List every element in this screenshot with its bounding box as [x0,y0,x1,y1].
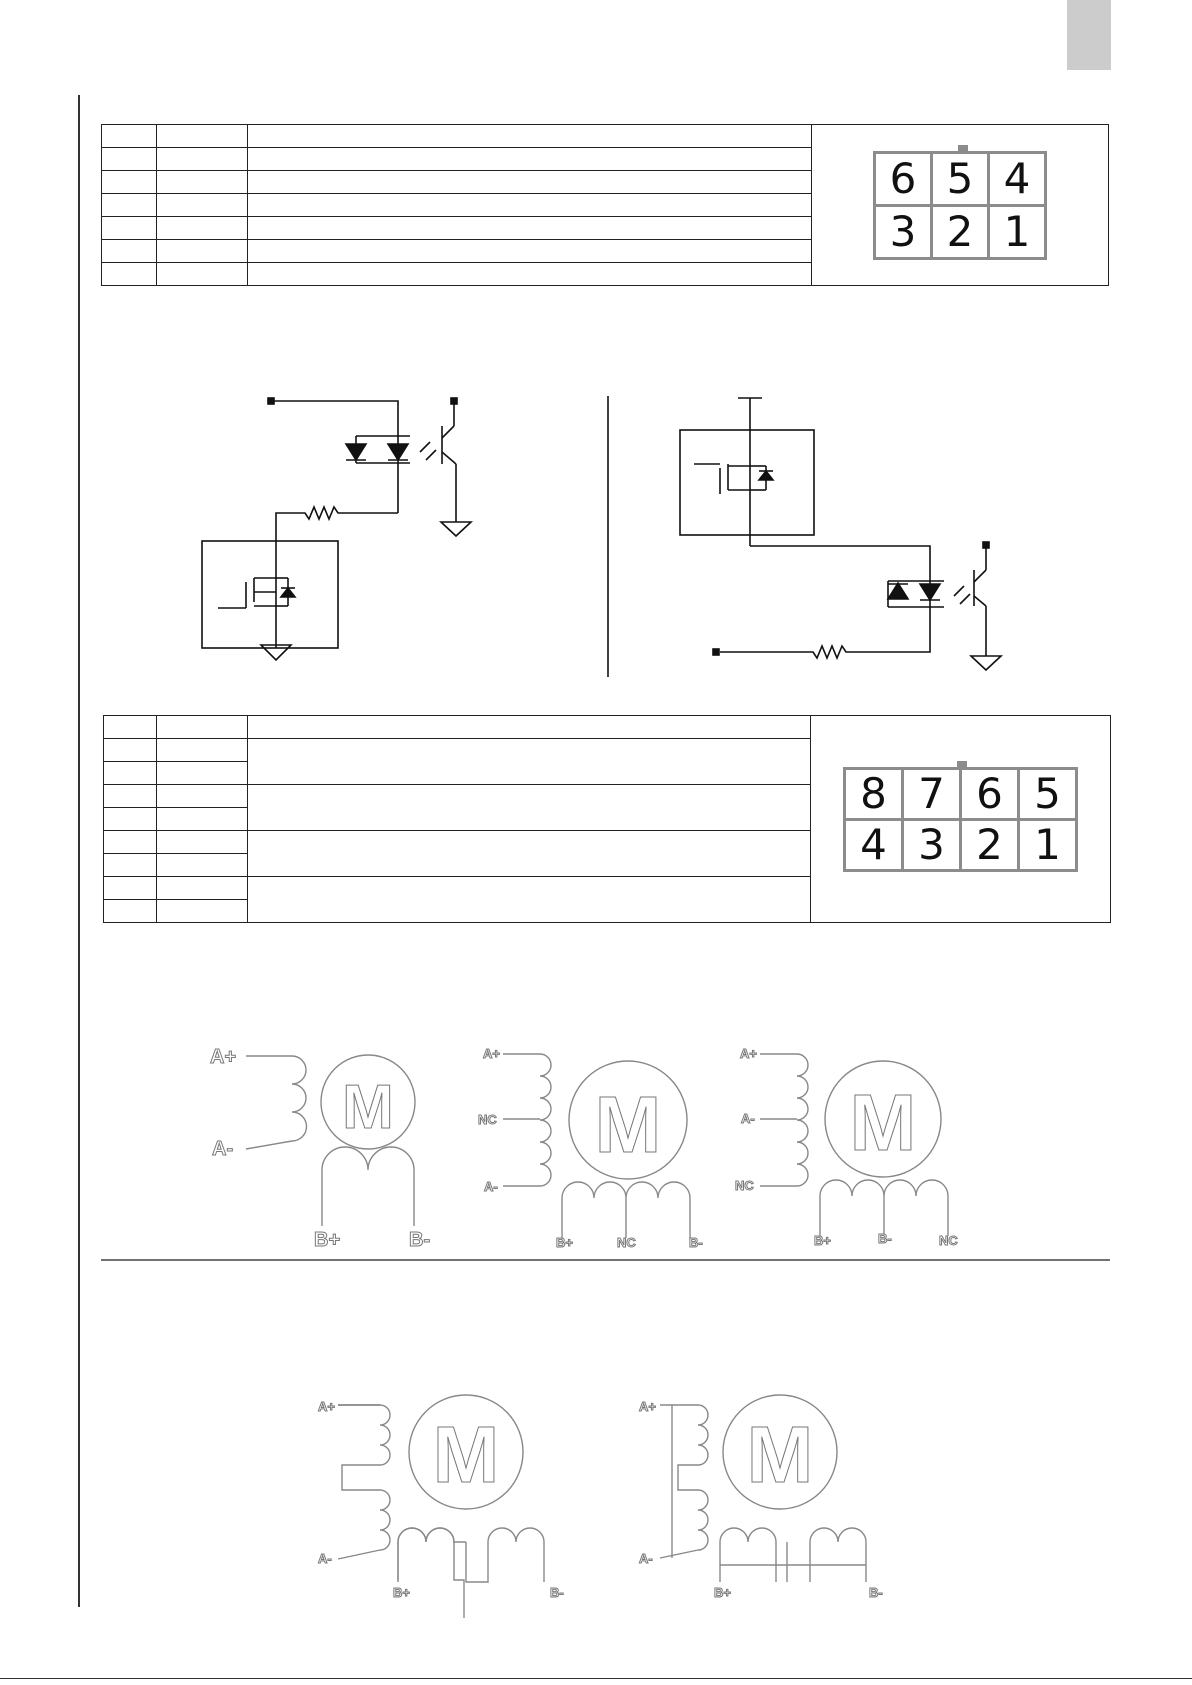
label-a-minus: A- [741,1111,755,1126]
label-b-plus: B+ [714,1585,731,1600]
label-b-minus: B- [409,1229,431,1251]
motor-pin-table [103,715,1111,923]
wiring-8-lead-series [318,1395,564,1618]
connector-pin: 3 [904,821,959,869]
led-icon [920,584,940,600]
connector-cell [811,716,1111,923]
driver-box [202,541,338,648]
label-a-plus: A+ [318,1399,335,1414]
wire [720,546,930,658]
connector-pin: 5 [933,154,987,204]
label-b-minus: B- [689,1235,703,1250]
connector-pin: 1 [1020,821,1075,869]
label-b-minus: B- [550,1585,564,1600]
connector-pin: 2 [933,207,987,257]
connector-pin: 4 [846,821,901,869]
wiring-6-lead-end [735,1046,958,1248]
wiring-6-lead-center [478,1046,703,1250]
label-a-plus: A+ [210,1046,237,1068]
connector-key [957,761,967,767]
label-a-plus: A+ [483,1046,500,1061]
connector-pin: 2 [962,821,1017,869]
led-icon [346,444,366,460]
label-a-minus: A- [484,1179,498,1194]
connector-pin: 7 [904,770,959,818]
driver-box [680,430,814,535]
label-b-plus: B+ [556,1235,573,1250]
terminal [451,398,457,404]
terminal [268,398,274,404]
label-a-minus: A- [212,1138,234,1160]
connector-pin: 1 [990,207,1044,257]
label-nc: NC [939,1233,958,1248]
wiring-4-lead [210,1046,430,1251]
label-a-plus: A+ [740,1046,757,1061]
terminal [713,649,719,655]
connector-8-pin [843,767,1078,872]
label-b-minus: B- [878,1231,892,1246]
label-a-minus: A- [639,1551,653,1566]
led-icon [888,583,908,599]
motor-symbol: M [849,1078,917,1167]
led-icon [388,444,408,460]
motor-symbol: M [432,1410,500,1499]
connector-pin: 4 [990,154,1044,204]
bottom-rule [0,1678,1192,1679]
connector-pin: 6 [962,770,1017,818]
wire [274,401,398,513]
label-nc: NC [478,1112,497,1127]
label-a-minus: A- [318,1551,332,1566]
motor-wiring-diagrams [0,1000,1192,1620]
table-row [104,716,1111,739]
motor-symbol: M [342,1073,394,1142]
connector-pin: 6 [876,154,930,204]
connector-pin: 8 [846,770,901,818]
label-b-plus: B+ [814,1233,831,1248]
connector-pin: 3 [876,207,930,257]
terminal [983,542,989,548]
resistor [276,507,398,543]
connector-pin: 5 [1020,770,1075,818]
ground-icon [441,522,471,536]
motor-symbol: M [746,1410,814,1499]
label-nc: NC [617,1235,636,1250]
label-b-plus: B+ [314,1229,341,1251]
io-schematics [0,0,1192,700]
label-b-plus: B+ [393,1585,410,1600]
label-a-plus: A+ [639,1399,656,1414]
ground-icon [971,656,1001,670]
label-b-minus: B- [869,1585,883,1600]
wiring-8-lead-parallel [639,1395,883,1600]
label-nc: NC [735,1178,754,1193]
motor-symbol: M [594,1080,662,1169]
